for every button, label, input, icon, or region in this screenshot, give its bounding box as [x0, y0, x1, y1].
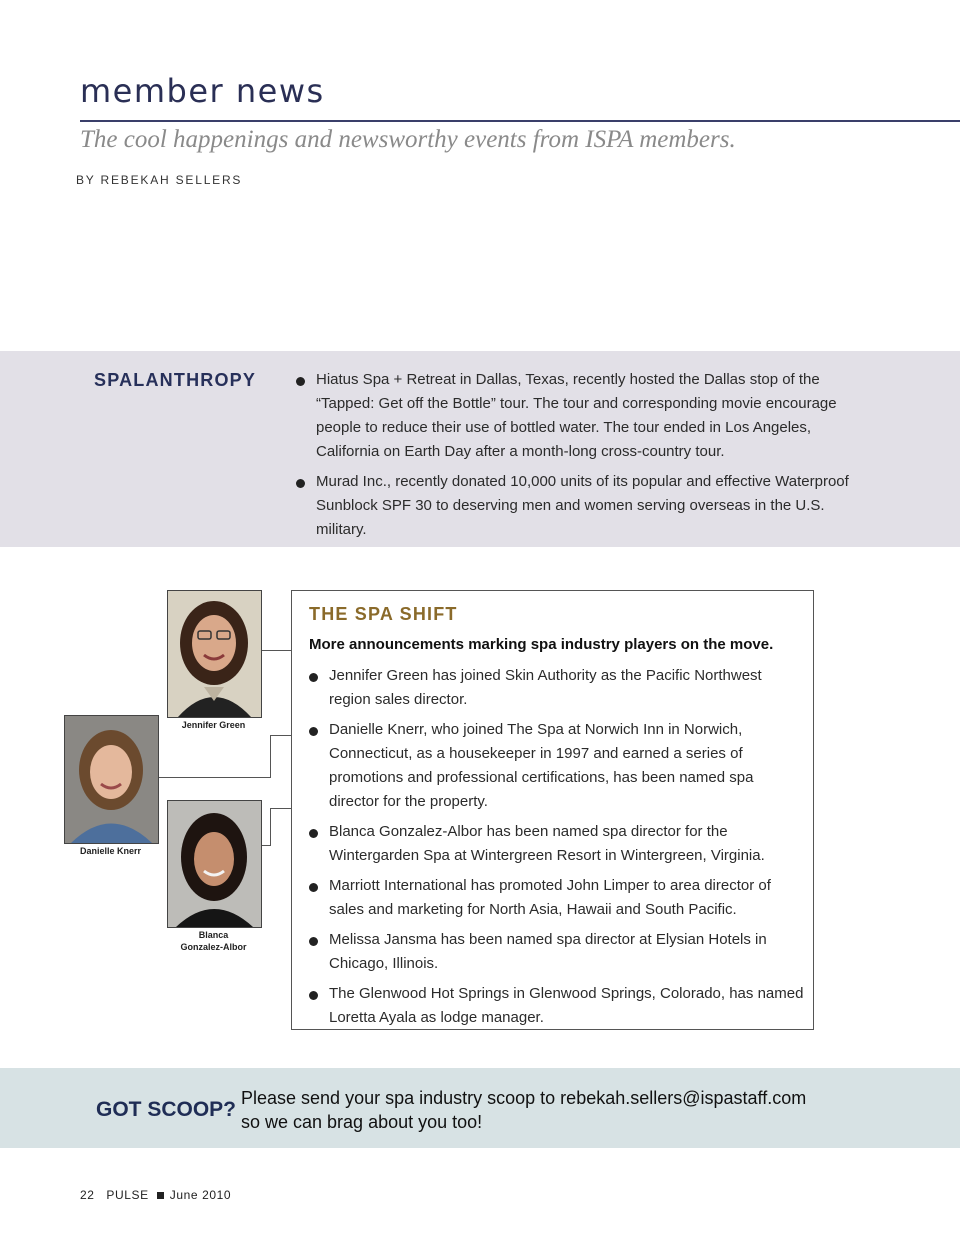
bullet-icon [309, 991, 318, 1000]
bullet-icon [309, 673, 318, 682]
byline: BY REBEKAH SELLERS [76, 173, 243, 187]
scoop-line: Please send your spa industry scoop to rebekah.sellers@ispastaff.com [241, 1088, 807, 1108]
bullet-icon [296, 479, 305, 488]
bullet-icon [309, 937, 318, 946]
bullet-icon [309, 829, 318, 838]
bullet-icon [309, 883, 318, 892]
spalanthropy-heading: SPALANTHROPY [94, 370, 257, 390]
header-rule [80, 120, 960, 122]
list-item: Danielle Knerr, who joined The Spa at Norwich Inn in Norwich, Connecticut, as a housekeeper in 1997 and earned a series of promotions and professional certifications, has been named spa director for the property. [309, 718, 804, 814]
bullet-icon [309, 727, 318, 736]
connector-line [270, 735, 271, 778]
connector-line [270, 735, 292, 736]
connector-line [157, 777, 270, 778]
photo-caption: Danielle Knerr [79, 846, 142, 856]
publication-name: PULSE [106, 1188, 149, 1202]
list-item: Hiatus Spa + Retreat in Dallas, Texas, recently hosted the Dallas stop of the “Tapped: Get off the Bottle” tour. The tour and corresponding movie encourage people to reduce their use of bottled water. The tour ended in Los Angeles, California on Earth Day after a month-long cross-country tour. [296, 368, 856, 464]
separator-icon [157, 1192, 164, 1199]
connector-line [261, 650, 292, 651]
subtitle: The cool happenings and newsworthy events from ISPA members. [80, 126, 736, 153]
page-footer [80, 1188, 231, 1202]
list-item: Jennifer Green has joined Skin Authority as the Pacific Northwest region sales director. [309, 664, 804, 712]
connector-line [270, 808, 271, 846]
issue-date: June 2010 [169, 1188, 232, 1202]
spa-shift-heading: THE SPA SHIFT [309, 604, 458, 624]
list-item: Murad Inc., recently donated 10,000 units of its popular and effective Waterproof Sunblock SPF 30 to deserving men and women serving overseas in the U.S. military. [296, 470, 856, 542]
spa-shift-intro: More announcements marking spa industry players on the move. [309, 636, 774, 653]
scoop-line: so we can brag about you too! [241, 1112, 483, 1132]
got-scoop-text [241, 1086, 806, 1134]
photo-blanca-gonzalez-albor [167, 800, 262, 928]
spalanthropy-list [296, 368, 856, 548]
photo-jennifer-green [167, 590, 262, 718]
list-item: Marriott International has promoted John Limper to area director of sales and marketing for North Asia, Hawaii and South Pacific. [309, 874, 804, 922]
spa-shift-list [309, 664, 804, 1036]
list-item: Melissa Jansma has been named spa director at Elysian Hotels in Chicago, Illinois. [309, 928, 804, 976]
photo-caption: Jennifer Green [181, 720, 246, 730]
photo-caption: Blanca Gonzalez-Albor [180, 930, 247, 952]
connector-line [270, 808, 292, 809]
photo-danielle-knerr [64, 715, 159, 844]
got-scoop-heading: GOT SCOOP? [96, 1098, 237, 1121]
list-item: Blanca Gonzalez-Albor has been named spa director for the Wintergarden Spa at Wintergreen Resort in Wintergreen, Virginia. [309, 820, 804, 868]
page-number: 22 [80, 1188, 95, 1202]
bullet-icon [296, 377, 305, 386]
list-item: The Glenwood Hot Springs in Glenwood Springs, Colorado, has named Loretta Ayala as lodge manager. [309, 982, 804, 1030]
section-title: member news [80, 72, 325, 110]
